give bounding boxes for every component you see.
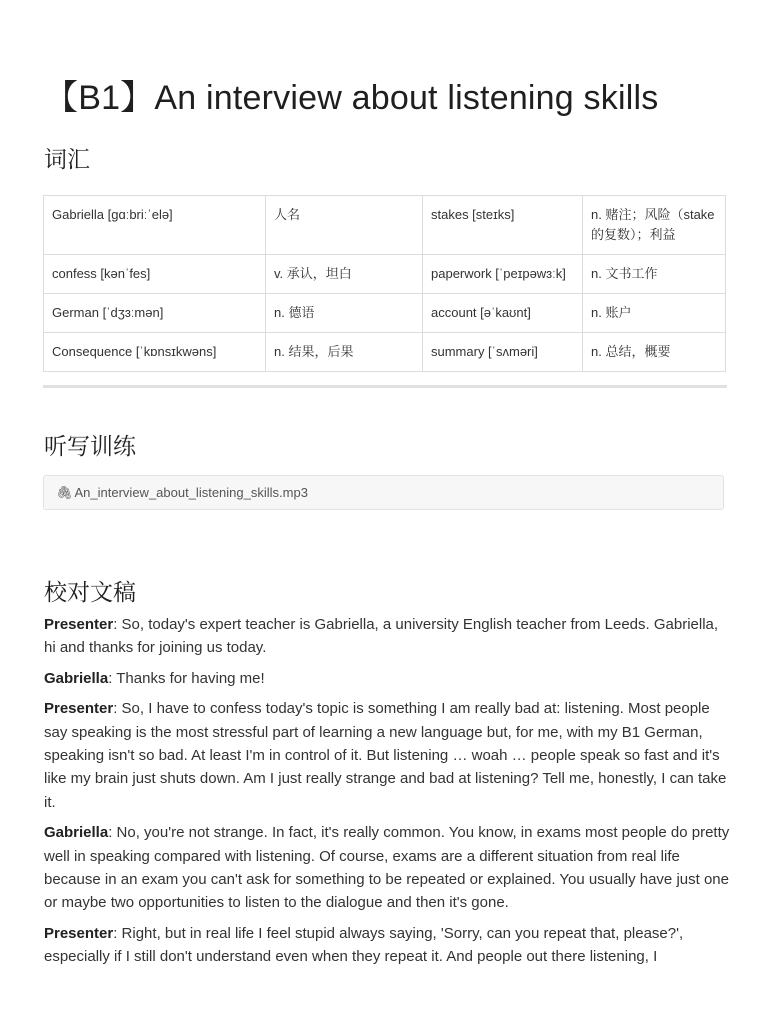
speaker-name: Presenter: [44, 616, 114, 633]
table-row: [44, 196, 726, 255]
audio-filename[interactable]: An_interview_about_listening_skills.mp3: [74, 485, 308, 500]
table-row: [44, 255, 726, 294]
transcript-paragraph: [44, 697, 732, 814]
speech-text: : No, you're not strange. In fact, it's really common. You know, in exams most people do pretty well in speaking compared with listening. Of course, exams are a different situation from real life because in an exam you can't ask for something to be repeated or explained. You usually have just one or maybe two opportunities to listen to the dialogue and then it's gone.: [44, 824, 730, 912]
audio-attachment[interactable]: [43, 475, 724, 510]
transcript-paragraph: [44, 667, 732, 690]
vocab-word-cell: paperwork [ˈpeɪpəwɜːk]: [423, 255, 583, 294]
vocab-table: [43, 195, 726, 372]
speech-text: : Thanks for having me!: [108, 669, 265, 687]
vocab-word-cell: Gabriella [gɑːbriːˈelə]: [44, 196, 266, 255]
vocab-meaning-cell: n. 德语: [266, 294, 423, 333]
vocab-meaning-cell: n. 赌注；风险（stake的复数）；利益: [583, 196, 726, 255]
vocab-word-cell: Consequence [ˈkɒnsɪkwəns]: [44, 333, 266, 372]
vocab-meaning-cell: 人名: [266, 196, 423, 255]
speaker-name: Presenter: [44, 700, 114, 718]
speech-text: : So, I have to confess today's topic is something I am really bad at: listening. Most people say speaking is the most stressful part of learning a new language but, for me, with my B1 German, speaking isn't so bad. At least I'm in control of it. But listening … woah … people speak so fast and it's like my brain just shuts down. Am I just really strange and bad at listening? Tell me, honestly, I can take it.: [44, 700, 727, 811]
speaker-name: Presenter: [44, 924, 114, 942]
vocab-meaning-cell: n. 账户: [583, 294, 726, 333]
vocab-word-cell: German [ˈdʒɜːmən]: [44, 294, 266, 333]
vocab-word-cell: confess [kənˈfes]: [44, 255, 266, 294]
vocab-word-cell: summary [ˈsʌməri]: [423, 333, 583, 372]
speech-text: : Right, but in real life I feel stupid always saying, 'Sorry, can you repeat that, please?', especially if I still don't understand even when they repeat it. And people out there listening, I: [44, 924, 684, 966]
vocab-meaning-cell: v. 承认，坦白: [266, 255, 423, 294]
vocab-meaning-cell: n. 总结，概要: [583, 333, 726, 372]
speaker-name: Gabriella: [44, 669, 109, 687]
transcript-heading: 校对文稿: [44, 579, 136, 605]
speech-text: : So, today's expert teacher is Gabriella, a university English teacher from Leeds. Gabriella, hi and thanks for joining us today.: [44, 616, 719, 657]
vocab-word-cell: stakes [steɪks]: [423, 196, 583, 255]
table-row: [44, 294, 726, 333]
speaker-name: Gabriella: [44, 824, 109, 842]
dictation-heading: 听写训练: [44, 433, 136, 459]
vocab-meaning-cell: n. 结果，后果: [266, 333, 423, 372]
vocab-heading: 词汇: [44, 146, 90, 172]
transcript-paragraph: [44, 821, 732, 915]
page-title: 【B1】An interview about listening skills: [44, 79, 659, 117]
vocab-meaning-cell: n. 文书工作: [583, 255, 726, 294]
transcript-body: [44, 613, 732, 976]
section-divider: [43, 385, 727, 388]
table-row: [44, 333, 726, 372]
transcript-paragraph: [44, 613, 732, 660]
transcript-paragraph: [44, 922, 732, 969]
vocab-word-cell: account [əˈkaʊnt]: [423, 294, 583, 333]
paperclip-icon: 🖇: [56, 485, 73, 500]
